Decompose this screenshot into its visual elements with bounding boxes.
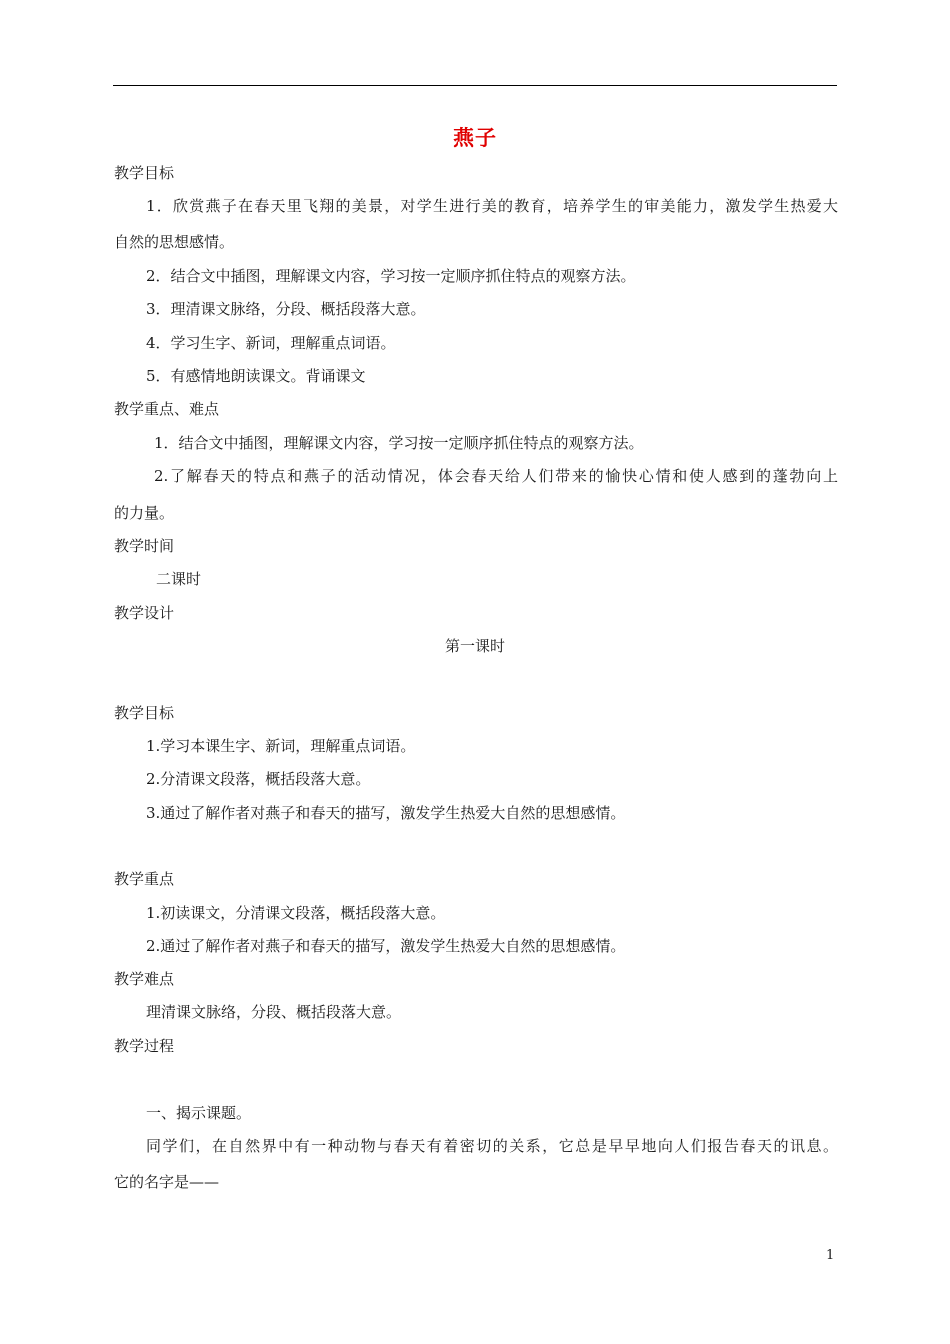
lesson-title: 第一课时	[444, 637, 505, 655]
intro-line-1: 同学们，在自然界中有一种动物与春天有着密切的关系，它总是早早地向人们报告春天的讯息。	[146, 1137, 838, 1155]
lesson-goals-heading: 教学目标	[114, 704, 175, 722]
intro-line-2: 它的名字是——	[114, 1173, 220, 1191]
key-2-line-1: 2.了解春天的特点和燕子的活动情况，体会春天给人们带来的愉快心情和使人感到的蓬勃向上	[154, 467, 838, 485]
lesson-key-2: 2.通过了解作者对燕子和春天的描写，激发学生热爱大自然的思想感情。	[146, 937, 626, 955]
step-1: 一、揭示课题。	[146, 1104, 252, 1122]
design-heading: 教学设计	[114, 604, 175, 622]
difficulty-text: 理清课文脉络，分段、概括段落大意。	[146, 1003, 402, 1021]
key-heading: 教学重点、难点	[114, 400, 220, 418]
lesson-key-heading: 教学重点	[114, 870, 175, 888]
difficulty-heading: 教学难点	[114, 970, 175, 988]
header-rule	[113, 85, 837, 86]
goal-5: 5．有感情地朗读课文。背诵课文	[146, 367, 366, 385]
key-1: 1．结合文中插图，理解课文内容，学习按一定顺序抓住特点的观察方法。	[154, 434, 644, 452]
goal-1-line-2: 自然的思想感情。	[114, 233, 235, 251]
goal-2: 2．结合文中插图，理解课文内容，学习按一定顺序抓住特点的观察方法。	[146, 267, 636, 285]
time-heading: 教学时间	[114, 537, 175, 555]
goal-3: 3．理清课文脉络，分段、概括段落大意。	[146, 300, 426, 318]
page-number: 1	[826, 1248, 835, 1263]
lesson-key-1: 1.初读课文，分清课文段落，概括段落大意。	[146, 904, 446, 922]
lesson-goal-2: 2.分清课文段落，概括段落大意。	[146, 770, 371, 788]
lesson-goal-1: 1.学习本课生字、新词，理解重点词语。	[146, 737, 416, 755]
time-value: 二课时	[156, 570, 202, 588]
process-heading: 教学过程	[114, 1037, 175, 1055]
key-2-line-2: 的力量。	[114, 504, 175, 522]
goals-heading: 教学目标	[114, 164, 175, 182]
document-title: 燕子	[453, 126, 497, 150]
lesson-goal-3: 3.通过了解作者对燕子和春天的描写，激发学生热爱大自然的思想感情。	[146, 804, 626, 822]
goal-4: 4．学习生字、新词，理解重点词语。	[146, 334, 396, 352]
goal-1-line-1: 1．欣赏燕子在春天里飞翔的美景，对学生进行美的教育，培养学生的审美能力，激发学生热爱大	[146, 197, 838, 215]
